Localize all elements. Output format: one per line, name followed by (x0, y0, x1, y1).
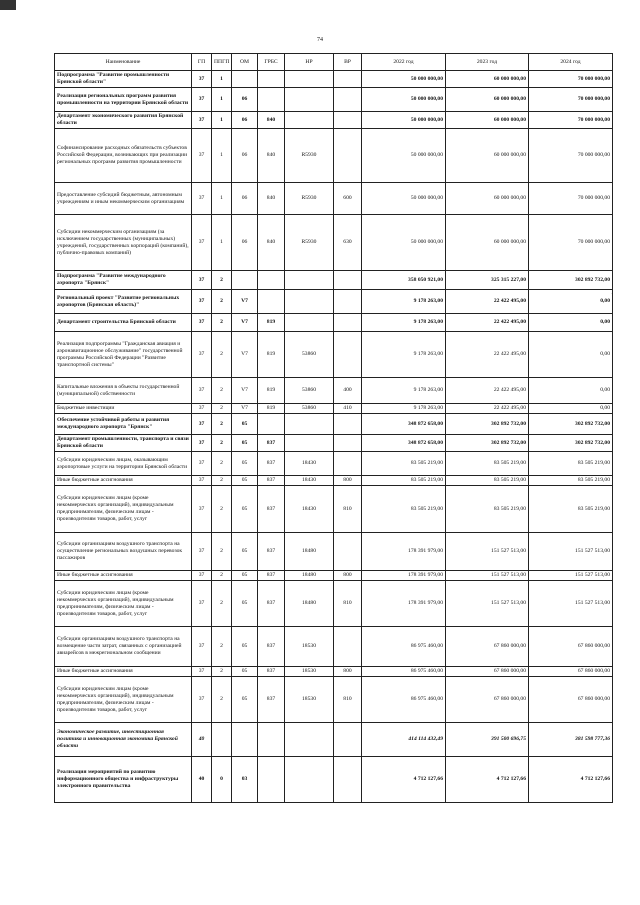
gp-code: 37 (192, 627, 212, 667)
row-name: Экономическое развитие, инвестиционная политика и инновационная экономика Брянской области (55, 723, 192, 757)
grbs-code: 837 (258, 581, 285, 627)
nr-code (285, 88, 334, 112)
ppgp-code: 2 (212, 435, 232, 452)
amount-2023: 302 892 732,00 (446, 414, 529, 435)
gp-code: 37 (192, 581, 212, 627)
amount-2022: 178 391 979,00 (362, 571, 446, 581)
budget-table (54, 53, 613, 803)
grbs-code: 837 (258, 435, 285, 452)
om-code: V7 (232, 314, 258, 332)
nr-code (285, 71, 334, 88)
ppgp-code: 2 (212, 271, 232, 290)
amount-2024: 302 892 732,00 (529, 435, 613, 452)
amount-2022: 9 178 263,00 (362, 332, 446, 378)
amount-2023: 22 422 495,00 (446, 404, 529, 414)
nr-code (285, 723, 334, 757)
nr-code (285, 435, 334, 452)
vr-code (334, 112, 362, 129)
vr-code (334, 414, 362, 435)
vr-code: 800 (334, 667, 362, 677)
gp-code: 37 (192, 452, 212, 476)
table-row (55, 215, 613, 271)
row-name: Подпрограмма "Развитие промышленности Брянской области" (55, 71, 192, 88)
table-row (55, 435, 613, 452)
amount-2023: 83 505 219,00 (446, 476, 529, 486)
table-row (55, 129, 613, 183)
row-name: Бюджетные инвестиции (55, 404, 192, 414)
grbs-code (258, 88, 285, 112)
nr-code: 18480 (285, 571, 334, 581)
vr-code: 800 (334, 476, 362, 486)
nr-code: R5930 (285, 215, 334, 271)
om-code: V7 (232, 290, 258, 314)
amount-2024: 83 505 219,00 (529, 452, 613, 476)
amount-2022: 50 000 000,00 (362, 71, 446, 88)
gp-code: 37 (192, 404, 212, 414)
table-row (55, 71, 613, 88)
header-row (55, 54, 613, 71)
om-code: 05 (232, 571, 258, 581)
nr-code: 18530 (285, 667, 334, 677)
ppgp-code: 2 (212, 290, 232, 314)
amount-2022: 9 178 263,00 (362, 290, 446, 314)
nr-code (285, 414, 334, 435)
om-code: 05 (232, 667, 258, 677)
amount-2024: 70 000 000,00 (529, 71, 613, 88)
grbs-code (258, 271, 285, 290)
vr-code (334, 452, 362, 476)
header-cell: ОМ (232, 54, 258, 71)
grbs-code (258, 71, 285, 88)
gp-code: 37 (192, 71, 212, 88)
nr-code: 53860 (285, 332, 334, 378)
table-row (55, 533, 613, 571)
nr-code: 18430 (285, 476, 334, 486)
table-row (55, 271, 613, 290)
amount-2024: 0,00 (529, 314, 613, 332)
nr-code (285, 271, 334, 290)
table-row (55, 452, 613, 476)
om-code: V7 (232, 332, 258, 378)
row-name: Субсидии некоммерческим организациям (за исключением государственных (муниципальных) учреждений, государственных корпораций (компаний), публично-правовых компаний) (55, 215, 192, 271)
header-cell: 2024 год (529, 54, 613, 71)
vr-code (334, 314, 362, 332)
vr-code (334, 627, 362, 667)
amount-2022: 9 178 263,00 (362, 378, 446, 404)
margin-mark: · (611, 290, 614, 298)
grbs-code: 837 (258, 677, 285, 723)
grbs-code: 819 (258, 378, 285, 404)
grbs-code (258, 757, 285, 803)
vr-code (334, 71, 362, 88)
grbs-code: 819 (258, 332, 285, 378)
amount-2023: 391 500 696,75 (446, 723, 529, 757)
vr-code (334, 533, 362, 571)
row-name: Иные бюджетные ассигнования (55, 667, 192, 677)
om-code: V7 (232, 404, 258, 414)
amount-2024: 67 860 000,00 (529, 667, 613, 677)
gp-code: 37 (192, 183, 212, 215)
amount-2022: 9 178 263,00 (362, 404, 446, 414)
amount-2024: 381 598 777,36 (529, 723, 613, 757)
ppgp-code: 2 (212, 581, 232, 627)
amount-2023: 67 860 000,00 (446, 677, 529, 723)
amount-2022: 348 872 658,00 (362, 414, 446, 435)
row-name: Субсидии юридическим лицам, оказывающим аэропортовые услуги на территории Брянской области (55, 452, 192, 476)
vr-code (334, 88, 362, 112)
table-row (55, 404, 613, 414)
amount-2023: 60 000 000,00 (446, 71, 529, 88)
amount-2024: 302 892 732,00 (529, 271, 613, 290)
amount-2023: 22 422 495,00 (446, 314, 529, 332)
om-code: 06 (232, 112, 258, 129)
amount-2022: 83 505 219,00 (362, 486, 446, 533)
amount-2024: 0,00 (529, 290, 613, 314)
row-name: Реализация подпрограммы "Гражданская авиация и аэронавигационное обслуживание" государственной программы Российской Федерации "Развитие транспортной системы" (55, 332, 192, 378)
table-row (55, 723, 613, 757)
grbs-code: 819 (258, 314, 285, 332)
ppgp-code: 2 (212, 332, 232, 378)
grbs-code (258, 723, 285, 757)
grbs-code: 837 (258, 452, 285, 476)
row-name: Субсидии юридическим лицам (кроме некоммерческих организаций), индивидуальным предпринимателям, физическим лицам - производителям товаров, работ, услуг (55, 581, 192, 627)
amount-2023: 60 000 000,00 (446, 129, 529, 183)
amount-2024: 0,00 (529, 332, 613, 378)
amount-2024: 67 860 000,00 (529, 677, 613, 723)
nr-code: 18480 (285, 533, 334, 571)
amount-2023: 22 422 495,00 (446, 290, 529, 314)
table-row (55, 332, 613, 378)
amount-2022: 178 391 979,00 (362, 581, 446, 627)
grbs-code: 840 (258, 129, 285, 183)
table-row (55, 112, 613, 129)
page-number: 74 (317, 37, 323, 43)
om-code (232, 71, 258, 88)
amount-2023: 60 000 000,00 (446, 215, 529, 271)
table-row (55, 677, 613, 723)
om-code (232, 271, 258, 290)
grbs-code: 837 (258, 627, 285, 667)
amount-2023: 151 527 513,00 (446, 571, 529, 581)
amount-2022: 50 000 000,00 (362, 112, 446, 129)
gp-code: 37 (192, 435, 212, 452)
table-row (55, 581, 613, 627)
om-code: 05 (232, 627, 258, 667)
om-code: 05 (232, 677, 258, 723)
amount-2022: 178 391 979,00 (362, 533, 446, 571)
nr-code: 53860 (285, 378, 334, 404)
row-name: Иные бюджетные ассигнования (55, 571, 192, 581)
amount-2022: 50 000 000,00 (362, 129, 446, 183)
nr-code: R5930 (285, 183, 334, 215)
om-code: 05 (232, 414, 258, 435)
amount-2024: 4 712 127,66 (529, 757, 613, 803)
grbs-code (258, 414, 285, 435)
nr-code: 18480 (285, 581, 334, 627)
grbs-code: 837 (258, 667, 285, 677)
nr-code (285, 314, 334, 332)
ppgp-code: 1 (212, 88, 232, 112)
row-name: Софинансирование расходных обязательств субъектов Российской Федерации, возникающих при реализации региональных программ развития промышленности (55, 129, 192, 183)
vr-code: 800 (334, 571, 362, 581)
om-code: V7 (232, 378, 258, 404)
scan-artifact (0, 0, 16, 10)
amount-2024: 70 000 000,00 (529, 215, 613, 271)
header-cell: 2022 год (362, 54, 446, 71)
amount-2024: 67 860 000,00 (529, 627, 613, 667)
amount-2023: 325 315 227,00 (446, 271, 529, 290)
amount-2023: 83 505 219,00 (446, 486, 529, 533)
vr-code: 810 (334, 677, 362, 723)
grbs-code (258, 290, 285, 314)
amount-2023: 302 892 732,00 (446, 435, 529, 452)
ppgp-code: 1 (212, 129, 232, 183)
vr-code (334, 290, 362, 314)
ppgp-code: 1 (212, 183, 232, 215)
header-cell: 2023 год (446, 54, 529, 71)
amount-2022: 414 114 432,49 (362, 723, 446, 757)
om-code: 06 (232, 215, 258, 271)
ppgp-code: 2 (212, 378, 232, 404)
vr-code (334, 757, 362, 803)
ppgp-code: 0 (212, 757, 232, 803)
ppgp-code: 2 (212, 314, 232, 332)
grbs-code: 840 (258, 183, 285, 215)
ppgp-code: 2 (212, 414, 232, 435)
amount-2024: 0,00 (529, 404, 613, 414)
amount-2024: 70 000 000,00 (529, 112, 613, 129)
amount-2024: 0,00 (529, 378, 613, 404)
ppgp-code: 2 (212, 667, 232, 677)
nr-code: 18530 (285, 677, 334, 723)
row-name: Капитальные вложения в объекты государственной (муниципальной) собственности (55, 378, 192, 404)
vr-code: 400 (334, 378, 362, 404)
grbs-code: 837 (258, 476, 285, 486)
amount-2023: 22 422 495,00 (446, 378, 529, 404)
vr-code: 410 (334, 404, 362, 414)
amount-2022: 50 000 000,00 (362, 215, 446, 271)
grbs-code: 837 (258, 486, 285, 533)
amount-2023: 83 505 219,00 (446, 452, 529, 476)
table-row (55, 290, 613, 314)
table-row (55, 667, 613, 677)
amount-2024: 70 000 000,00 (529, 88, 613, 112)
gp-code: 40 (192, 723, 212, 757)
amount-2023: 22 422 495,00 (446, 332, 529, 378)
grbs-code: 840 (258, 112, 285, 129)
vr-code: 810 (334, 486, 362, 533)
row-name: Субсидии организациям воздушного транспорта на осуществление региональных воздушных перевозок пассажиров (55, 533, 192, 571)
amount-2024: 302 892 732,00 (529, 414, 613, 435)
gp-code: 37 (192, 571, 212, 581)
nr-code: 18430 (285, 486, 334, 533)
om-code: 05 (232, 486, 258, 533)
amount-2023: 67 860 000,00 (446, 667, 529, 677)
om-code: 03 (232, 757, 258, 803)
row-name: Региональный проект "Развитие региональных аэропортов (Брянская область)" (55, 290, 192, 314)
amount-2023: 60 000 000,00 (446, 183, 529, 215)
ppgp-code: 2 (212, 533, 232, 571)
gp-code: 37 (192, 667, 212, 677)
amount-2023: 151 527 513,00 (446, 533, 529, 571)
om-code: 05 (232, 435, 258, 452)
table-row (55, 476, 613, 486)
row-name: Субсидии юридическим лицам (кроме некоммерческих организаций), индивидуальным предпринимателям, физическим лицам - производителям товаров, работ, услуг (55, 486, 192, 533)
table-row (55, 571, 613, 581)
grbs-code: 840 (258, 215, 285, 271)
vr-code: 810 (334, 581, 362, 627)
om-code: 06 (232, 129, 258, 183)
row-name: Реализация мероприятий по развитию информационного общества и инфраструктуры электронного правительства (55, 757, 192, 803)
amount-2022: 358 050 921,00 (362, 271, 446, 290)
table-row (55, 314, 613, 332)
om-code: 05 (232, 476, 258, 486)
ppgp-code: 2 (212, 476, 232, 486)
row-name: Департамент строительства Брянской области (55, 314, 192, 332)
ppgp-code: 2 (212, 571, 232, 581)
grbs-code: 819 (258, 404, 285, 414)
amount-2023: 60 000 000,00 (446, 88, 529, 112)
ppgp-code: 1 (212, 112, 232, 129)
gp-code: 37 (192, 215, 212, 271)
table-row (55, 627, 613, 667)
amount-2023: 151 527 513,00 (446, 581, 529, 627)
table-row (55, 88, 613, 112)
gp-code: 37 (192, 476, 212, 486)
nr-code: 53860 (285, 404, 334, 414)
ppgp-code (212, 723, 232, 757)
nr-code: 18430 (285, 452, 334, 476)
gp-code: 40 (192, 757, 212, 803)
amount-2024: 151 527 513,00 (529, 581, 613, 627)
amount-2022: 50 000 000,00 (362, 88, 446, 112)
om-code: 05 (232, 581, 258, 627)
nr-code (285, 757, 334, 803)
table-row (55, 757, 613, 803)
amount-2024: 70 000 000,00 (529, 129, 613, 183)
amount-2024: 83 505 219,00 (529, 476, 613, 486)
row-name: Иные бюджетные ассигнования (55, 476, 192, 486)
row-name: Субсидии организациям воздушного транспорта на возмещение части затрат, связанных с организацией авиарейсов в межрегиональном сообщении (55, 627, 192, 667)
amount-2022: 86 975 460,00 (362, 677, 446, 723)
amount-2023: 60 000 000,00 (446, 112, 529, 129)
amount-2023: 4 712 127,66 (446, 757, 529, 803)
table-row (55, 378, 613, 404)
row-name: Подпрограмма "Развитие международного аэропорта "Брянск" (55, 271, 192, 290)
amount-2022: 83 505 219,00 (362, 476, 446, 486)
table-row (55, 486, 613, 533)
nr-code (285, 290, 334, 314)
gp-code: 37 (192, 332, 212, 378)
gp-code: 37 (192, 486, 212, 533)
header-cell: ГРБС (258, 54, 285, 71)
ppgp-code: 1 (212, 215, 232, 271)
nr-code (285, 112, 334, 129)
om-code: 06 (232, 88, 258, 112)
row-name: Реализация региональных программ развития промышленности на территории Брянской области (55, 88, 192, 112)
vr-code (334, 723, 362, 757)
amount-2023: 67 860 000,00 (446, 627, 529, 667)
ppgp-code: 2 (212, 627, 232, 667)
ppgp-code: 1 (212, 71, 232, 88)
grbs-code: 837 (258, 533, 285, 571)
gp-code: 37 (192, 677, 212, 723)
amount-2022: 348 872 658,00 (362, 435, 446, 452)
row-name: Предоставление субсидий бюджетным, автономным учреждениям и иным некоммерческим организациям (55, 183, 192, 215)
amount-2024: 151 527 513,00 (529, 533, 613, 571)
vr-code (334, 332, 362, 378)
om-code: 06 (232, 183, 258, 215)
header-cell: ВР (334, 54, 362, 71)
grbs-code: 837 (258, 571, 285, 581)
header-cell: ГП (192, 54, 212, 71)
om-code: 05 (232, 452, 258, 476)
gp-code: 37 (192, 414, 212, 435)
gp-code: 37 (192, 378, 212, 404)
amount-2022: 4 712 127,66 (362, 757, 446, 803)
amount-2022: 86 975 460,00 (362, 627, 446, 667)
ppgp-code: 2 (212, 452, 232, 476)
gp-code: 37 (192, 88, 212, 112)
header-cell: НР (285, 54, 334, 71)
table-row (55, 414, 613, 435)
nr-code: R5930 (285, 129, 334, 183)
gp-code: 37 (192, 533, 212, 571)
gp-code: 37 (192, 290, 212, 314)
vr-code (334, 129, 362, 183)
ppgp-code: 2 (212, 486, 232, 533)
gp-code: 37 (192, 112, 212, 129)
vr-code: 630 (334, 215, 362, 271)
ppgp-code: 2 (212, 677, 232, 723)
amount-2022: 86 975 460,00 (362, 667, 446, 677)
gp-code: 37 (192, 129, 212, 183)
amount-2022: 83 505 219,00 (362, 452, 446, 476)
om-code: 05 (232, 533, 258, 571)
row-name: Обеспечение устойчивой работы и развития международного аэропорта "Брянск" (55, 414, 192, 435)
row-name: Департамент экономического развития Брянской области (55, 112, 192, 129)
gp-code: 37 (192, 271, 212, 290)
amount-2022: 50 000 000,00 (362, 183, 446, 215)
amount-2024: 70 000 000,00 (529, 183, 613, 215)
header-cell: Наименование (55, 54, 192, 71)
vr-code (334, 271, 362, 290)
row-name: Субсидии юридическим лицам (кроме некоммерческих организаций), индивидуальным предпринимателям, физическим лицам - производителям товаров, работ, услуг (55, 677, 192, 723)
amount-2024: 83 505 219,00 (529, 486, 613, 533)
ppgp-code: 2 (212, 404, 232, 414)
amount-2022: 9 178 263,00 (362, 314, 446, 332)
vr-code: 600 (334, 183, 362, 215)
table-body (55, 71, 613, 803)
gp-code: 37 (192, 314, 212, 332)
row-name: Департамент промышленности, транспорта и связи Брянской области (55, 435, 192, 452)
vr-code (334, 435, 362, 452)
header-cell: ППГП (212, 54, 232, 71)
om-code (232, 723, 258, 757)
table-row (55, 183, 613, 215)
nr-code: 18530 (285, 627, 334, 667)
amount-2024: 151 527 513,00 (529, 571, 613, 581)
